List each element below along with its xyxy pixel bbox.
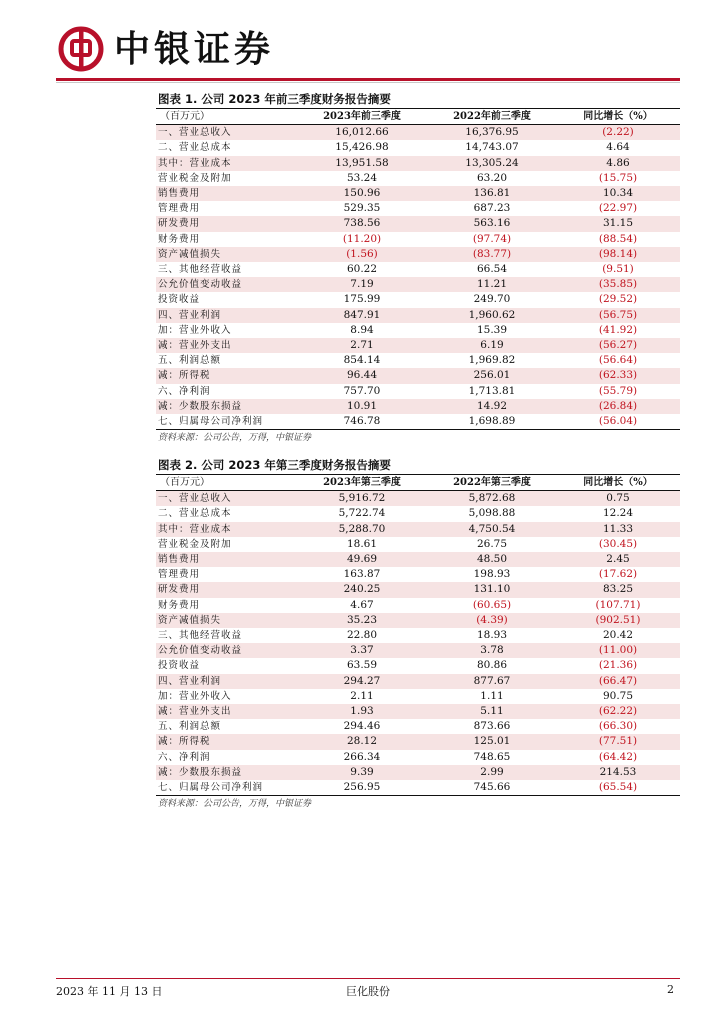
figure-1 xyxy=(156,90,680,446)
table-cell: (83.77) xyxy=(428,247,556,262)
source-note: 资料来源：公司公告，万得，中银证券 xyxy=(158,433,312,444)
table-row xyxy=(156,658,680,673)
row-label: 二、营业总成本 xyxy=(158,508,232,520)
row-label: 销售费用 xyxy=(156,186,296,201)
table-cell: 529.35 xyxy=(343,202,381,215)
table-cell: 3.78 xyxy=(428,643,556,658)
table-cell: (62.33) xyxy=(556,368,680,383)
table-cell: 5.11 xyxy=(428,704,556,719)
row-label: 营业税金及附加 xyxy=(158,538,232,550)
table-cell: 8.94 xyxy=(350,323,374,336)
row-label: 七、归属母公司净利润 xyxy=(156,780,296,796)
table-cell: (30.45) xyxy=(598,537,638,550)
row-label: 资产减值损失 xyxy=(156,247,296,262)
table-cell: 10.91 xyxy=(296,399,428,414)
column-header: 2022年前三季度 xyxy=(428,109,556,125)
table-cell: 18.93 xyxy=(476,629,508,642)
table-cell: 738.56 xyxy=(296,216,428,231)
row-label: 减：所得税 xyxy=(156,734,296,749)
table-cell: 5,916.72 xyxy=(296,491,428,507)
company-name: 巨化股份 xyxy=(346,985,390,998)
report-date: 2023 年 11 月 13 日 xyxy=(56,985,163,998)
row-label: 五、利润总额 xyxy=(158,721,222,733)
table-cell: 240.25 xyxy=(296,582,428,597)
table-row xyxy=(156,674,680,689)
row-label: 资产减值损失 xyxy=(156,613,296,628)
table-cell: (9.51) xyxy=(602,263,634,276)
table-cell: 256.95 xyxy=(296,780,428,796)
table-cell: 3.37 xyxy=(296,643,428,658)
table-cell: (77.51) xyxy=(556,734,680,749)
table-cell: 31.15 xyxy=(556,216,680,231)
table-cell: 63.20 xyxy=(476,171,508,184)
table-cell: 7.19 xyxy=(296,277,428,292)
table-cell: (11.20) xyxy=(342,232,382,245)
table-row xyxy=(156,598,680,613)
table-cell: 96.44 xyxy=(296,368,428,383)
table-row xyxy=(156,643,680,658)
column-header: （百万元） xyxy=(156,475,296,491)
table-row xyxy=(156,186,680,201)
row-label: 二、营业总成本 xyxy=(158,142,232,154)
table-cell: (56.75) xyxy=(556,308,680,323)
table-cell: 53.24 xyxy=(346,171,378,184)
table-cell: 20.42 xyxy=(602,629,634,642)
table-cell: 1,969.82 xyxy=(468,354,516,367)
table-cell: (11.00) xyxy=(556,643,680,658)
row-label: 减：少数股东损益 xyxy=(156,399,296,414)
table-cell: (65.54) xyxy=(556,780,680,796)
financial-summary-table xyxy=(156,475,680,796)
row-label: 减：少数股东损益 xyxy=(156,765,296,780)
row-label: 投资收益 xyxy=(158,660,201,672)
header-divider xyxy=(56,78,680,81)
table-row xyxy=(156,262,680,277)
row-label: 其中：营业成本 xyxy=(156,522,296,537)
column-header: 同比增长（%） xyxy=(556,109,680,125)
header-divider-thin xyxy=(56,82,680,83)
row-label: 减：所得税 xyxy=(156,368,296,383)
row-label: 四、营业利润 xyxy=(156,674,296,689)
table-cell: 1.11 xyxy=(480,689,504,702)
row-label: 三、其他经营收益 xyxy=(158,264,243,276)
table-cell: 4,750.54 xyxy=(428,522,556,537)
table-row xyxy=(156,384,680,399)
row-label: 减：营业外支出 xyxy=(156,704,296,719)
table-row xyxy=(156,308,680,323)
table-cell: 11.21 xyxy=(428,277,556,292)
row-label: 其中：营业成本 xyxy=(156,156,296,171)
table-cell: (17.62) xyxy=(598,568,638,581)
table-cell: 15,426.98 xyxy=(335,141,389,154)
table-cell: (15.75) xyxy=(598,171,638,184)
table-row xyxy=(156,613,680,628)
table-cell: (66.47) xyxy=(556,674,680,689)
table-cell: 249.70 xyxy=(473,293,511,306)
row-label: 一、营业总收入 xyxy=(156,125,296,141)
row-label: 管理费用 xyxy=(158,203,201,215)
table-cell: 1,698.89 xyxy=(428,414,556,430)
table-cell: 66.54 xyxy=(476,263,508,276)
column-header: 同比增长（%） xyxy=(556,475,680,491)
table-cell: 757.70 xyxy=(343,384,381,397)
page-footer xyxy=(56,983,680,999)
table-cell: (21.36) xyxy=(598,659,638,672)
table-cell: 2.71 xyxy=(296,338,428,353)
table-row xyxy=(156,537,680,552)
table-cell: 15.39 xyxy=(476,323,508,336)
table-row xyxy=(156,292,680,307)
table-row xyxy=(156,567,680,582)
row-label: 三、其他经营收益 xyxy=(158,630,243,642)
table-cell: 847.91 xyxy=(296,308,428,323)
page-number: 2 xyxy=(667,983,674,996)
table-cell: 60.22 xyxy=(346,263,378,276)
table-row xyxy=(156,156,680,171)
table-cell: 294.46 xyxy=(343,720,381,733)
table-row xyxy=(156,368,680,383)
table-cell: (902.51) xyxy=(556,613,680,628)
table-cell: (66.30) xyxy=(598,720,638,733)
table-cell: 2.99 xyxy=(428,765,556,780)
row-label: 减：营业外支出 xyxy=(156,338,296,353)
table-row xyxy=(156,201,680,216)
table-header-row xyxy=(156,109,680,125)
table-cell: 131.10 xyxy=(428,582,556,597)
table-row xyxy=(156,719,680,734)
table-row xyxy=(156,750,680,765)
table-cell: (56.27) xyxy=(556,338,680,353)
table-cell: 14.92 xyxy=(428,399,556,414)
table-cell: (41.92) xyxy=(598,323,638,336)
table-header-row xyxy=(156,475,680,491)
table-cell: 5,098.88 xyxy=(468,507,516,520)
table-cell: 745.66 xyxy=(428,780,556,796)
table-row xyxy=(156,628,680,643)
row-label: 一、营业总收入 xyxy=(156,491,296,507)
table-cell: 13,951.58 xyxy=(296,156,428,171)
table-cell: (1.56) xyxy=(296,247,428,262)
table-row xyxy=(156,338,680,353)
table-row xyxy=(156,277,680,292)
row-label: 六、净利润 xyxy=(158,751,211,763)
table-cell: 9.39 xyxy=(296,765,428,780)
table-cell: 4.64 xyxy=(606,141,630,154)
table-cell: 163.87 xyxy=(343,568,381,581)
table-cell: (2.22) xyxy=(556,125,680,141)
column-header: 2023年第三季度 xyxy=(296,475,428,491)
table-row xyxy=(156,552,680,567)
column-header: 2022年第三季度 xyxy=(428,475,556,491)
table-row xyxy=(156,247,680,262)
table-cell: 14,743.07 xyxy=(465,141,519,154)
footer-divider xyxy=(56,978,680,979)
figure-title: 图表 1. 公司 2023 年前三季度财务报告摘要 xyxy=(158,92,391,106)
table-cell: (62.22) xyxy=(556,704,680,719)
table-cell: 1.93 xyxy=(296,704,428,719)
row-label: 财务费用 xyxy=(158,599,201,611)
table-cell: (88.54) xyxy=(598,232,638,245)
table-cell: 1,713.81 xyxy=(468,384,516,397)
table-cell: 873.66 xyxy=(473,720,511,733)
row-label: 投资收益 xyxy=(158,294,201,306)
financial-summary-table xyxy=(156,109,680,430)
table-cell: (29.52) xyxy=(598,293,638,306)
row-label: 公允价值变动收益 xyxy=(156,643,296,658)
row-label: 研发费用 xyxy=(156,216,296,231)
table-cell: 63.59 xyxy=(346,659,378,672)
table-cell: 11.33 xyxy=(556,522,680,537)
table-cell: (56.64) xyxy=(598,354,638,367)
row-label: 销售费用 xyxy=(156,552,296,567)
table-row xyxy=(156,414,680,430)
table-cell: 687.23 xyxy=(473,202,511,215)
table-cell: 294.27 xyxy=(296,674,428,689)
table-cell: (97.74) xyxy=(472,232,512,245)
page-header xyxy=(56,18,680,78)
table-row xyxy=(156,399,680,414)
row-label: 研发费用 xyxy=(156,582,296,597)
table-cell: 4.86 xyxy=(556,156,680,171)
table-row xyxy=(156,232,680,247)
table-cell: 5,872.68 xyxy=(428,491,556,507)
table-row xyxy=(156,491,680,507)
row-label: 六、净利润 xyxy=(158,385,211,397)
column-header: 2023年前三季度 xyxy=(296,109,428,125)
table-cell: 80.86 xyxy=(476,659,508,672)
table-cell: 5,722.74 xyxy=(338,507,386,520)
table-row xyxy=(156,506,680,521)
table-cell: (107.71) xyxy=(595,598,641,611)
row-label: 七、归属母公司净利润 xyxy=(156,414,296,430)
table-cell: 266.34 xyxy=(343,750,381,763)
figure-title: 图表 2. 公司 2023 年第三季度财务报告摘要 xyxy=(158,458,391,472)
table-cell: 2.45 xyxy=(556,552,680,567)
table-cell: 1,960.62 xyxy=(428,308,556,323)
table-cell: (35.85) xyxy=(556,277,680,292)
table-cell: (22.97) xyxy=(598,202,638,215)
row-label: 财务费用 xyxy=(158,233,201,245)
source-note: 资料来源：公司公告，万得，中银证券 xyxy=(158,799,312,810)
table-cell: 256.01 xyxy=(428,368,556,383)
table-cell: 90.75 xyxy=(602,689,634,702)
table-cell: (26.84) xyxy=(556,399,680,414)
row-label: 加：营业外收入 xyxy=(158,324,232,336)
table-row xyxy=(156,582,680,597)
table-cell: 136.81 xyxy=(428,186,556,201)
table-cell: 12.24 xyxy=(602,507,634,520)
table-cell: (55.79) xyxy=(598,384,638,397)
table-row xyxy=(156,780,680,796)
table-cell: 6.19 xyxy=(428,338,556,353)
table-cell: 150.96 xyxy=(296,186,428,201)
table-cell: 5,288.70 xyxy=(296,522,428,537)
table-row xyxy=(156,140,680,155)
table-row xyxy=(156,125,680,141)
row-label: 加：营业外收入 xyxy=(158,690,232,702)
table-cell: 35.23 xyxy=(296,613,428,628)
table-cell: 0.75 xyxy=(556,491,680,507)
table-cell: (98.14) xyxy=(556,247,680,262)
table-cell: (60.65) xyxy=(472,598,512,611)
table-cell: 26.75 xyxy=(476,537,508,550)
table-cell: (4.39) xyxy=(428,613,556,628)
table-row xyxy=(156,522,680,537)
table-cell: 2.11 xyxy=(350,689,374,702)
table-cell: 877.67 xyxy=(428,674,556,689)
table-cell: 4.67 xyxy=(350,598,374,611)
table-cell: 83.25 xyxy=(556,582,680,597)
table-cell: (64.42) xyxy=(598,750,638,763)
table-cell: 198.93 xyxy=(473,568,511,581)
table-cell: 175.99 xyxy=(343,293,381,306)
table-cell: 22.80 xyxy=(346,629,378,642)
row-label: 营业税金及附加 xyxy=(158,172,232,184)
table-row xyxy=(156,765,680,780)
table-cell: 10.34 xyxy=(556,186,680,201)
table-cell: (56.04) xyxy=(556,414,680,430)
table-cell: 48.50 xyxy=(428,552,556,567)
table-cell: 18.61 xyxy=(346,537,378,550)
table-row xyxy=(156,689,680,704)
row-label: 五、利润总额 xyxy=(158,355,222,367)
table-cell: 16,012.66 xyxy=(296,125,428,141)
row-label: 公允价值变动收益 xyxy=(156,277,296,292)
table-cell: 746.78 xyxy=(296,414,428,430)
table-row xyxy=(156,216,680,231)
table-cell: 28.12 xyxy=(296,734,428,749)
figure-2 xyxy=(156,456,680,812)
table-cell: 563.16 xyxy=(428,216,556,231)
table-row xyxy=(156,323,680,338)
row-label: 管理费用 xyxy=(158,569,201,581)
table-cell: 16,376.95 xyxy=(428,125,556,141)
table-cell: 49.69 xyxy=(296,552,428,567)
table-cell: 125.01 xyxy=(428,734,556,749)
table-cell: 748.65 xyxy=(473,750,511,763)
table-cell: 13,305.24 xyxy=(428,156,556,171)
table-cell: 854.14 xyxy=(343,354,381,367)
bank-of-china-logo-icon xyxy=(58,26,104,72)
row-label: 四、营业利润 xyxy=(156,308,296,323)
brand-name: 中银证券 xyxy=(114,29,275,70)
table-row xyxy=(156,734,680,749)
table-row xyxy=(156,353,680,368)
column-header: （百万元） xyxy=(156,109,296,125)
table-row xyxy=(156,171,680,186)
table-cell: 214.53 xyxy=(556,765,680,780)
table-row xyxy=(156,704,680,719)
